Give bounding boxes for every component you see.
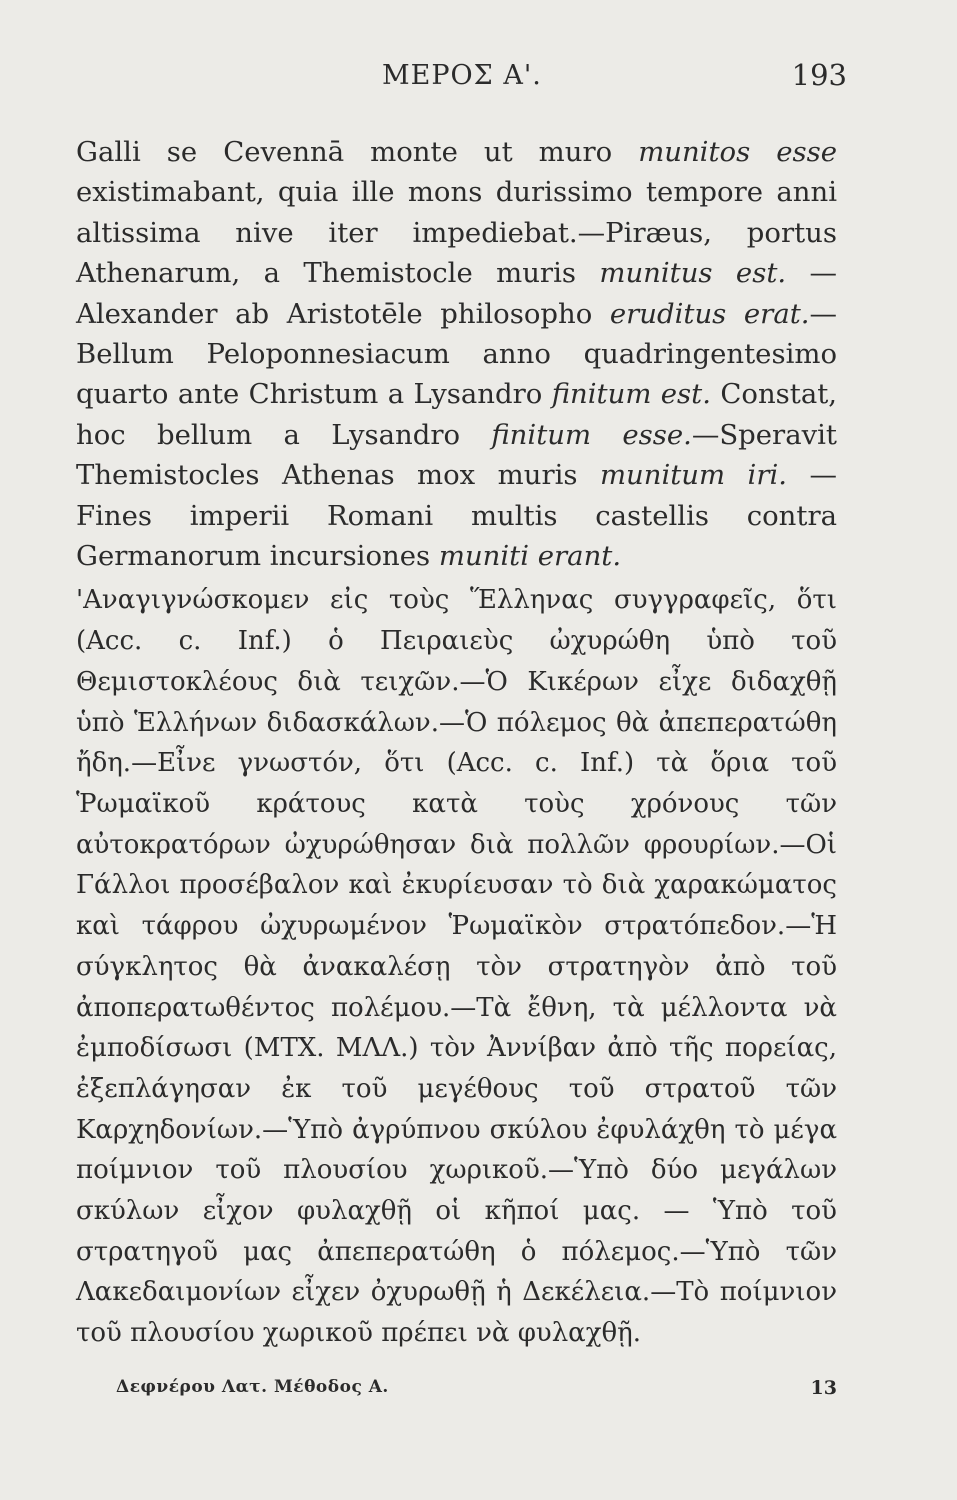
latin-sentence: Bellum Peloponnesiacum anno quadringentesimo quarto ante Christum a Lysandro finitum est. Constat, hoc bellum a Lysandro xyxy=(76,338,838,451)
italic-verb: munitus est. xyxy=(599,257,787,290)
italic-verb: finitum est. xyxy=(551,378,711,411)
page-number: 193 xyxy=(791,58,847,92)
latin-sentence: Piræus, portus Athenarum, a Themistocle muris munitus est. xyxy=(76,216,837,290)
running-title: ΜΕΡΟΣ Α'. xyxy=(382,60,542,91)
latin-sentence: Alexander ab Aristotēle philosopho eruditus erat. xyxy=(76,297,810,330)
greek-paragraph: 'Αναγιγνώσκομεν εἰς τοὺς Ἕλληνας συγγραφεῖς, ὅτι (Acc. c. Inf.) ὁ Πειραιεὺς ὠχυρώθη ὑπὸ τοῦ Θεμιστοκλέους διὰ τειχῶν.—Ὁ Κικέρων εἶχε διδαχθῇ ὑπὸ Ἑλλήνων διδασκάλων.—Ὁ πόλεμος θὰ ἀπεπερατώθη ἤδη.—Εἶνε γνωστόν, ὅτι (Acc. c. Inf.) τὰ ὅρια τοῦ Ῥωμαϊκοῦ κράτους κατὰ τοὺς χρόνους τῶν αὐτοκρατόρων ὠχυρώθησαν διὰ πολλῶν φρουρίων.—Οἱ Γάλλοι προσέβαλον καὶ ἐκυρίευσαν τὸ διὰ χαρακώματος καὶ τάφρου ὠχυρωμένον Ῥωμαϊκὸν στρατόπεδον.—Ἡ σύγκλητος θὰ ἀνακαλέσῃ τὸν στρατηγὸν ἀπὸ τοῦ ἀποπερατωθέντος πολέμου.—Τὰ ἔθνη, τὰ μέλλοντα νὰ ἐμποδίσωσι (ΜΤΧ. ΜΛΛ.) τὸν Ἀννίβαν ἀπὸ τῆς πορείας, ἐξεπλάγησαν ἐκ τοῦ μεγέθους τοῦ στρατοῦ τῶν Καρχηδονίων.—Ὑπὸ ἀγρύπνου σκύλου ἐφυλάχθη τὸ μέγα ποίμνιον τοῦ πλουσίου χωρικοῦ.—Ὑπὸ δύο μεγάλων σκύλων εἶχον φυλαχθῇ οἱ κῆποί μας. — Ὑπὸ τοῦ στρατηγοῦ μας ἀπεπερατώθη ὁ πόλεμος.—Ὑπὸ τῶν Λακεδαιμονίων εἶχεν ὀχυρωθῇ ἡ Δεκέλεια.—Τὸ ποίμνιον τοῦ πλουσίου χωρικοῦ πρέπει νὰ φυλαχθῇ. xyxy=(76,585,837,1349)
sheet-number: 13 xyxy=(810,1377,837,1399)
latin-sentence xyxy=(491,419,692,451)
body-text xyxy=(76,132,837,1354)
latin-sentence: Fines imperii Romani multis castellis contra Germanorum incursiones muniti erant. xyxy=(76,499,837,573)
italic-verb: munitos esse xyxy=(638,136,838,168)
signature-mark: Δεφνέρου Λατ. Μέθοδος Α. xyxy=(116,1377,389,1397)
latin-sentence: Speravit Themistocles Athenas mox muris munitum iri. xyxy=(76,418,837,492)
running-head xyxy=(72,56,847,100)
italic-verb: eruditus erat. xyxy=(609,297,810,330)
latin-sentence: Galli se Cevennā monte ut muro munitos esse existimabant, quia ille mons durissimo tempore anni altissima nive iter impediebat. xyxy=(76,136,838,249)
latin-paragraph: Galli se Cevennā monte ut muro munitos esse existimabant, quia ille mons durissimo tempore anni altissima nive iter impediebat.—Piræus, portus Athenarum, a Themistocle muris munitus est. —Alexander ab Aristotēle philosopho eruditus erat.—Bellum Peloponnesiacum anno quadringentesimo quarto ante Christum a Lysandro finitum est. Constat, hoc bellum a Lysandro finitum esse.—Speravit Themistocles Athenas mox muris munitum iri. — Fines imperii Romani multis castellis contra Germanorum incursiones muniti erant. xyxy=(76,136,838,573)
italic-verb: munitum iri. xyxy=(599,459,788,492)
italic-verb: finitum esse. xyxy=(491,418,692,451)
italic-verb: muniti erant. xyxy=(438,540,622,573)
page-footer xyxy=(116,1377,837,1407)
